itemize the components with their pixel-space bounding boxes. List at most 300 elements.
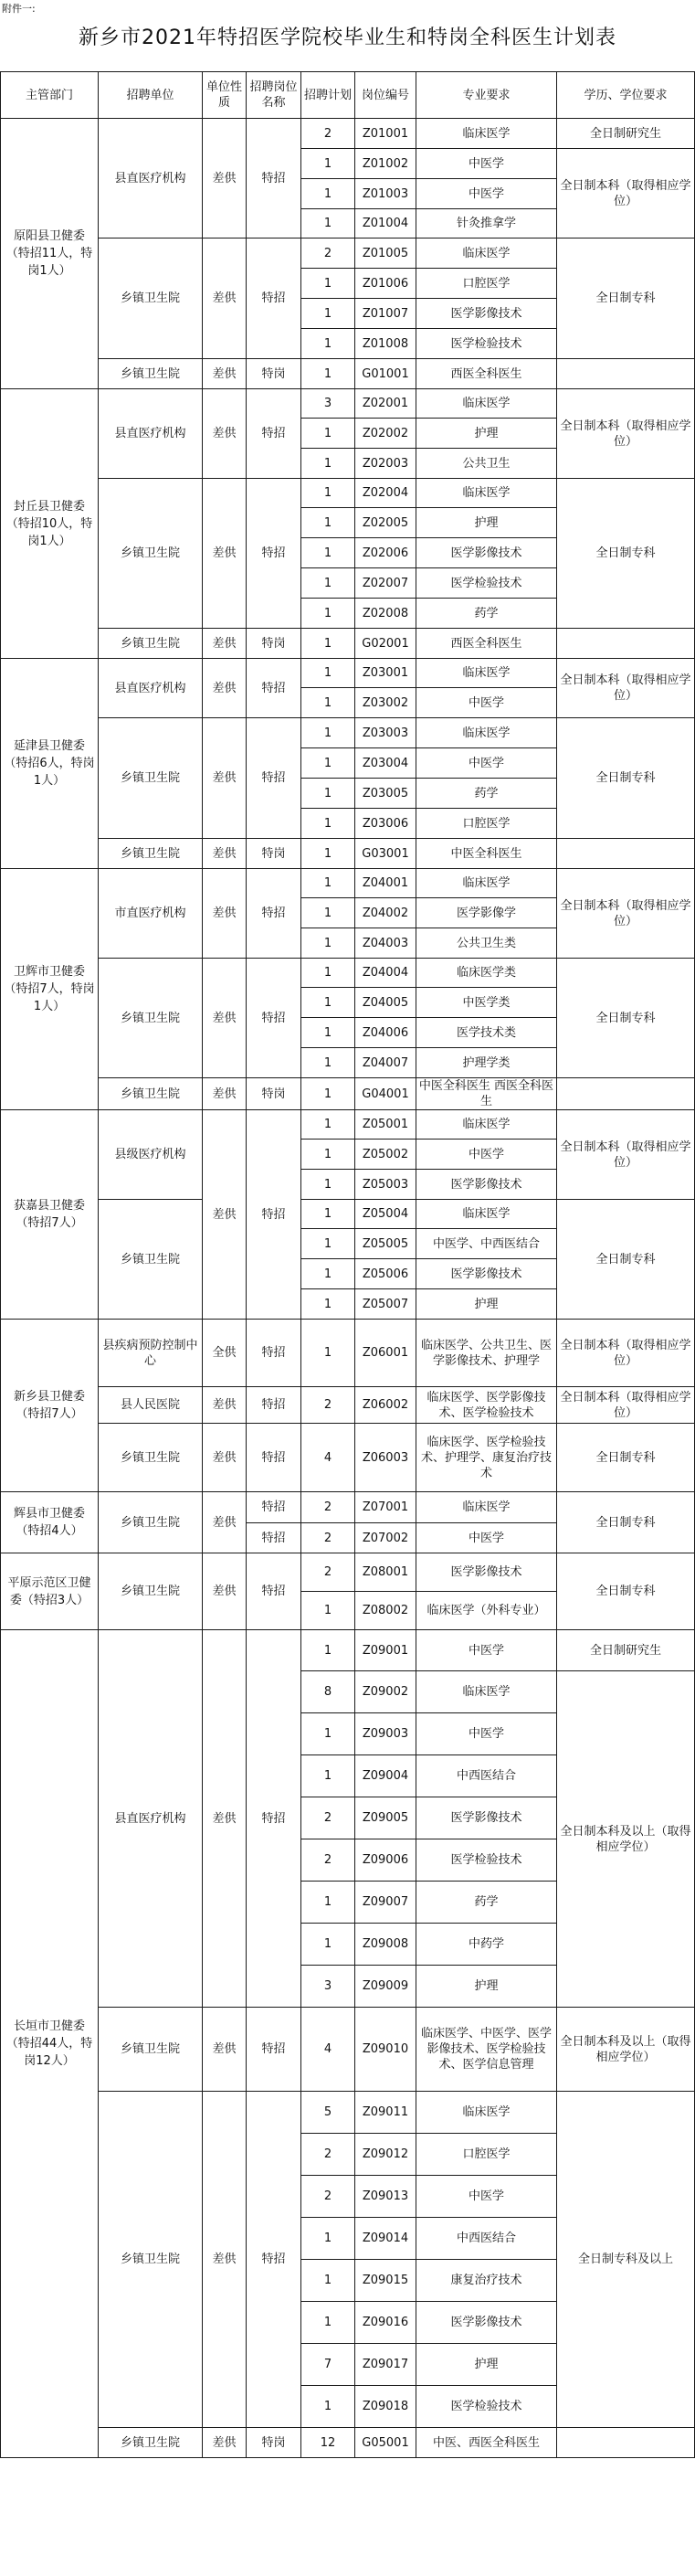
table-row <box>1 839 695 869</box>
table-cell: 全日制专科 <box>557 479 695 629</box>
table-cell: 药学 <box>416 779 557 809</box>
table-row <box>1 119 695 149</box>
table-cell: 2 <box>301 2134 355 2176</box>
table-cell: 临床医学 <box>416 1110 557 1140</box>
table-cell: 1 <box>301 449 355 479</box>
table-cell: 中医学 <box>416 1630 557 1671</box>
header-degree: 学历、学位要求 <box>557 72 695 119</box>
table-cell: 临床医学 <box>416 1200 557 1229</box>
table-cell: 1 <box>301 2386 355 2428</box>
table-cell: 县直医疗机构 <box>99 659 203 718</box>
table-cell: Z08002 <box>355 1592 416 1630</box>
table-row <box>1 479 695 508</box>
table-cell: Z04006 <box>355 1018 416 1048</box>
table-cell <box>557 359 695 389</box>
table-cell: 临床医学 <box>416 1671 557 1713</box>
table-cell: Z09003 <box>355 1713 416 1755</box>
table-cell: 1 <box>301 629 355 659</box>
table-cell: 全日制研究生 <box>557 119 695 149</box>
table-cell: 县疾病预防控制中心 <box>99 1320 203 1387</box>
table-cell: 1 <box>301 269 355 299</box>
table-cell: 特招 <box>247 1492 301 1523</box>
table-cell: 封丘县卫健委（特招10人，特岗1人） <box>1 389 99 659</box>
table-cell: 1 <box>301 359 355 389</box>
table-cell: 特招 <box>247 1387 301 1424</box>
table-cell: 1 <box>301 779 355 809</box>
table-cell: 中医学 <box>416 149 557 179</box>
table-cell: 全日制本科及以上（取得相应学位） <box>557 1671 695 2008</box>
table-cell: 医学影像技术 <box>416 299 557 329</box>
table-cell: 1 <box>301 1289 355 1320</box>
table-cell: Z05005 <box>355 1229 416 1259</box>
table-cell: 1 <box>301 568 355 599</box>
table-cell: 差供 <box>203 479 247 629</box>
table-cell: 8 <box>301 1671 355 1713</box>
table-cell: 特招 <box>247 1424 301 1492</box>
table-cell: 临床医学 <box>416 718 557 748</box>
table-cell: 乡镇卫生院 <box>99 1553 203 1630</box>
table-cell: 医学影像技术 <box>416 1553 557 1592</box>
table-cell: Z08001 <box>355 1553 416 1592</box>
table-cell: 全日制专科 <box>557 718 695 839</box>
table-cell: 特招 <box>247 479 301 629</box>
table-cell: 差供 <box>203 718 247 839</box>
table-cell: 1 <box>301 718 355 748</box>
table-cell: 医学检验技术 <box>416 329 557 359</box>
table-cell: 临床医学 <box>416 1492 557 1523</box>
table-cell: 1 <box>301 508 355 538</box>
table-cell: 1 <box>301 959 355 988</box>
table-cell: 1 <box>301 1713 355 1755</box>
table-cell: 1 <box>301 299 355 329</box>
table-cell: 1 <box>301 1320 355 1387</box>
table-cell: 药学 <box>416 1882 557 1924</box>
table-cell: 中医全科医生 西医全科医生 <box>416 1078 557 1110</box>
table-cell: 5 <box>301 2092 355 2134</box>
table-cell: Z05001 <box>355 1110 416 1140</box>
table-cell: 全日制专科 <box>557 1424 695 1492</box>
table-cell: 医学影像技术 <box>416 2302 557 2344</box>
table-cell: 中医、西医全科医生 <box>416 2428 557 2458</box>
table-cell: 中西医结合 <box>416 1755 557 1797</box>
table-cell: Z01001 <box>355 119 416 149</box>
table-cell: 口腔医学 <box>416 269 557 299</box>
table-cell: 差供 <box>203 119 247 239</box>
table-cell: 差供 <box>203 1424 247 1492</box>
table-cell: 3 <box>301 1966 355 2008</box>
table-cell: 全供 <box>203 1320 247 1387</box>
table-cell: 1 <box>301 1200 355 1229</box>
table-row <box>1 359 695 389</box>
table-cell: Z01005 <box>355 239 416 269</box>
table-cell: 特招 <box>247 659 301 718</box>
table-cell: 全日制本科（取得相应学位） <box>557 1320 695 1387</box>
table-cell: Z03004 <box>355 748 416 779</box>
table-cell: 中医学 <box>416 2176 557 2218</box>
table-cell: G05001 <box>355 2428 416 2458</box>
table-cell: 差供 <box>203 659 247 718</box>
table-row <box>1 718 695 748</box>
table-cell: 长垣市卫健委（特招44人，特岗12人） <box>1 1630 99 2458</box>
table-cell: 医学检验技术 <box>416 2386 557 2428</box>
table-cell: 中药学 <box>416 1924 557 1966</box>
table-cell: 特岗 <box>247 2428 301 2458</box>
table-cell: 1 <box>301 329 355 359</box>
table-cell: Z01008 <box>355 329 416 359</box>
table-cell: 2 <box>301 1523 355 1553</box>
table-cell: 差供 <box>203 389 247 479</box>
table-cell: 1 <box>301 599 355 629</box>
table-cell: 中医学 <box>416 1523 557 1553</box>
table-cell: 1 <box>301 1170 355 1200</box>
table-cell: 1 <box>301 419 355 449</box>
table-cell: 乡镇卫生院 <box>99 2008 203 2092</box>
table-cell: 护理 <box>416 2344 557 2386</box>
table-cell: Z09011 <box>355 2092 416 2134</box>
table-cell: Z02003 <box>355 449 416 479</box>
table-cell: 乡镇卫生院 <box>99 1424 203 1492</box>
table-cell: 差供 <box>203 1553 247 1630</box>
table-cell: 差供 <box>203 869 247 959</box>
table-cell: 差供 <box>203 2008 247 2092</box>
table-cell: 1 <box>301 1110 355 1140</box>
table-cell: 4 <box>301 2008 355 2092</box>
table-cell: Z04004 <box>355 959 416 988</box>
table-cell: 中医学 <box>416 688 557 718</box>
table-body <box>1 119 695 2458</box>
table-cell: 1 <box>301 2302 355 2344</box>
table-cell: 公共卫生类 <box>416 928 557 959</box>
table-cell: 7 <box>301 2344 355 2386</box>
table-cell: Z09015 <box>355 2260 416 2302</box>
table-cell: 特岗 <box>247 629 301 659</box>
table-cell: 全日制专科 <box>557 1492 695 1553</box>
table-cell: G03001 <box>355 839 416 869</box>
table-cell: 乡镇卫生院 <box>99 2092 203 2428</box>
table-row <box>1 629 695 659</box>
table-cell: 特招 <box>247 119 301 239</box>
table-cell: 乡镇卫生院 <box>99 479 203 629</box>
table-cell: Z03001 <box>355 659 416 688</box>
table-cell: 乡镇卫生院 <box>99 239 203 359</box>
table-cell: 特招 <box>247 1320 301 1387</box>
table-row <box>1 239 695 269</box>
table-cell: 县直医疗机构 <box>99 1630 203 2008</box>
table-cell: Z04002 <box>355 898 416 928</box>
table-cell: 中医学 <box>416 1140 557 1170</box>
table-cell: 差供 <box>203 1387 247 1424</box>
table-cell: 全日制专科 <box>557 1553 695 1630</box>
table-cell: 中医学、中西医结合 <box>416 1229 557 1259</box>
header-nature: 单位性质 <box>203 72 247 119</box>
header-major: 专业要求 <box>416 72 557 119</box>
table-cell: 1 <box>301 1924 355 1966</box>
table-cell: 医学影像技术 <box>416 1797 557 1839</box>
table-cell: 县人民医院 <box>99 1387 203 1424</box>
table-row <box>1 2428 695 2458</box>
table-cell: 乡镇卫生院 <box>99 1492 203 1553</box>
table-cell: 医学影像技术 <box>416 1170 557 1200</box>
table-cell: 乡镇卫生院 <box>99 359 203 389</box>
table-cell: 医学影像技术 <box>416 1259 557 1289</box>
table-cell: 全日制专科及以上 <box>557 2092 695 2428</box>
table-cell: 口腔医学 <box>416 809 557 839</box>
table-cell: 临床医学 <box>416 659 557 688</box>
table-cell: 卫辉市卫健委（特招7人，特岗1人） <box>1 869 99 1110</box>
table-cell: 全日制专科 <box>557 1200 695 1320</box>
table-cell: Z06002 <box>355 1387 416 1424</box>
table-cell: 4 <box>301 1424 355 1492</box>
table-cell: 1 <box>301 149 355 179</box>
table-row <box>1 1553 695 1592</box>
table-cell: Z09018 <box>355 2386 416 2428</box>
table-cell: 差供 <box>203 2428 247 2458</box>
attachment-note: 附件一: <box>2 3 36 15</box>
table-cell: 1 <box>301 839 355 869</box>
table-cell: Z09006 <box>355 1839 416 1882</box>
table-cell: 特招 <box>247 1553 301 1630</box>
table-cell: 特岗 <box>247 839 301 869</box>
table-cell: Z05004 <box>355 1200 416 1229</box>
table-cell: Z03003 <box>355 718 416 748</box>
table-cell: 医学影像学 <box>416 898 557 928</box>
table-cell: 市直医疗机构 <box>99 869 203 959</box>
table-cell: 医学检验技术 <box>416 1839 557 1882</box>
header-plan: 招聘计划 <box>301 72 355 119</box>
table-cell: Z09004 <box>355 1755 416 1797</box>
table-cell: 县级医疗机构 <box>99 1110 203 1200</box>
table-cell: 全日制本科（取得相应学位） <box>557 1110 695 1200</box>
table-cell: Z01002 <box>355 149 416 179</box>
table-cell: Z09016 <box>355 2302 416 2344</box>
table-row <box>1 1630 695 1671</box>
table-cell: Z04003 <box>355 928 416 959</box>
table-row <box>1 659 695 688</box>
table-cell: 临床医学 <box>416 2092 557 2134</box>
header-unit: 招聘单位 <box>99 72 203 119</box>
table-cell: Z01006 <box>355 269 416 299</box>
table-cell: 3 <box>301 389 355 419</box>
table-cell: 差供 <box>203 2092 247 2428</box>
table-cell: G01001 <box>355 359 416 389</box>
table-cell: 特招 <box>247 1523 301 1553</box>
table-cell: 1 <box>301 1229 355 1259</box>
table-row <box>1 1110 695 1140</box>
table-row <box>1 1387 695 1424</box>
table-cell: 1 <box>301 1882 355 1924</box>
table-cell: 差供 <box>203 959 247 1078</box>
table-cell: 1 <box>301 928 355 959</box>
table-cell: Z05003 <box>355 1170 416 1200</box>
table-cell: 特岗 <box>247 1078 301 1110</box>
table-cell: 乡镇卫生院 <box>99 839 203 869</box>
table-cell: 临床医学（外科专业） <box>416 1592 557 1630</box>
table-cell: 1 <box>301 1078 355 1110</box>
table-cell: 西医全科医生 <box>416 629 557 659</box>
table-cell: 特招 <box>247 718 301 839</box>
table-cell: Z04001 <box>355 869 416 898</box>
table-cell: 1 <box>301 659 355 688</box>
table-cell: 全日制本科（取得相应学位） <box>557 869 695 959</box>
table-cell: 全日制本科（取得相应学位） <box>557 659 695 718</box>
table-row <box>1 1320 695 1387</box>
table-cell: 2 <box>301 1492 355 1523</box>
table-row <box>1 2092 695 2134</box>
table-cell: 差供 <box>203 629 247 659</box>
table-cell: Z06003 <box>355 1424 416 1492</box>
table-cell: 获嘉县卫健委（特招7人） <box>1 1110 99 1320</box>
table-cell: Z03005 <box>355 779 416 809</box>
table-cell: 中医学类 <box>416 988 557 1018</box>
table-cell: 特招 <box>247 869 301 959</box>
table-cell: 特招 <box>247 389 301 479</box>
table-cell: Z05006 <box>355 1259 416 1289</box>
table-cell: Z07002 <box>355 1523 416 1553</box>
table-cell: 原阳县卫健委（特招11人，特岗1人） <box>1 119 99 389</box>
table-cell: 1 <box>301 1048 355 1078</box>
table-cell: 2 <box>301 1839 355 1882</box>
table-cell: G02001 <box>355 629 416 659</box>
table-cell: 护理 <box>416 508 557 538</box>
table-cell: Z01003 <box>355 179 416 209</box>
table-cell: Z09014 <box>355 2218 416 2260</box>
table-cell: 临床医学 <box>416 389 557 419</box>
table-cell: Z09009 <box>355 1966 416 2008</box>
table-cell: 县直医疗机构 <box>99 389 203 479</box>
table-cell: 1 <box>301 748 355 779</box>
table-cell: 1 <box>301 1018 355 1048</box>
table-cell: 全日制专科 <box>557 959 695 1078</box>
table-cell <box>557 2428 695 2458</box>
table-cell: 1 <box>301 479 355 508</box>
table-cell: Z09002 <box>355 1671 416 1713</box>
header-row <box>1 72 695 119</box>
table-cell: 2 <box>301 2176 355 2218</box>
table-cell: 医学检验技术 <box>416 568 557 599</box>
table-cell: 全日制本科及以上（取得相应学位） <box>557 2008 695 2092</box>
table-cell: 护理学类 <box>416 1048 557 1078</box>
table-cell: 特招 <box>247 1630 301 2008</box>
table-cell: 中医学 <box>416 179 557 209</box>
table-cell: 康复治疗技术 <box>416 2260 557 2302</box>
table-cell: Z03006 <box>355 809 416 839</box>
table-cell: 中医学 <box>416 748 557 779</box>
table-cell: 西医全科医生 <box>416 359 557 389</box>
table-cell: 差供 <box>203 839 247 869</box>
table-cell: Z04005 <box>355 988 416 1018</box>
table-cell: 医学影像技术 <box>416 538 557 568</box>
table-cell: 差供 <box>203 1630 247 2008</box>
table-cell: 乡镇卫生院 <box>99 959 203 1078</box>
table-cell: 1 <box>301 898 355 928</box>
table-cell: 护理 <box>416 419 557 449</box>
table-cell: 全日制本科（取得相应学位） <box>557 1387 695 1424</box>
table-cell: Z02006 <box>355 538 416 568</box>
table-cell: Z02005 <box>355 508 416 538</box>
table-cell: 2 <box>301 119 355 149</box>
table-cell: Z02002 <box>355 419 416 449</box>
table-cell: 乡镇卫生院 <box>99 2428 203 2458</box>
plan-table <box>0 71 695 2458</box>
table-cell: 1 <box>301 179 355 209</box>
table-cell: 中医学 <box>416 1713 557 1755</box>
table-cell: 中西医结合 <box>416 2218 557 2260</box>
table-cell: 差供 <box>203 1492 247 1553</box>
table-cell: 临床医学 <box>416 479 557 508</box>
table-row <box>1 389 695 419</box>
table-cell: 药学 <box>416 599 557 629</box>
table-cell: 特招 <box>247 2008 301 2092</box>
table-cell: 差供 <box>203 359 247 389</box>
table-cell: 差供 <box>203 1078 247 1110</box>
table-cell: 临床医学、中医学、医学影像技术、医学检验技术、医学信息管理 <box>416 2008 557 2092</box>
table-cell: 全日制本科（取得相应学位） <box>557 389 695 479</box>
table-cell: Z07001 <box>355 1492 416 1523</box>
table-cell: 2 <box>301 1553 355 1592</box>
table-cell: Z01007 <box>355 299 416 329</box>
table-cell: Z04007 <box>355 1048 416 1078</box>
table-cell: 1 <box>301 809 355 839</box>
table-cell: 临床医学、公共卫生、医学影像技术、护理学 <box>416 1320 557 1387</box>
table-cell: 差供 <box>203 1110 247 1320</box>
table-cell: 乡镇卫生院 <box>99 1200 203 1320</box>
table-cell: Z02004 <box>355 479 416 508</box>
table-cell: 特招 <box>247 959 301 1078</box>
table-cell: 1 <box>301 2218 355 2260</box>
table-cell: 全日制研究生 <box>557 1630 695 1671</box>
table-cell: Z09012 <box>355 2134 416 2176</box>
table-cell: Z06001 <box>355 1320 416 1387</box>
table-cell: 临床医学、医学影像技术、医学检验技术 <box>416 1387 557 1424</box>
table-cell: Z02001 <box>355 389 416 419</box>
table-cell <box>557 629 695 659</box>
table-cell: 临床医学、医学检验技术、护理学、康复治疗技术 <box>416 1424 557 1492</box>
header-dept: 主管部门 <box>1 72 99 119</box>
table-cell: Z09010 <box>355 2008 416 2092</box>
table-cell: Z05002 <box>355 1140 416 1170</box>
table-cell: Z05007 <box>355 1289 416 1320</box>
table-cell: 公共卫生 <box>416 449 557 479</box>
table-cell: 2 <box>301 239 355 269</box>
table-cell: 差供 <box>203 239 247 359</box>
table-cell: 医学技术类 <box>416 1018 557 1048</box>
table-cell: 全日制专科 <box>557 239 695 359</box>
table-cell: 1 <box>301 1592 355 1630</box>
table-cell: Z09017 <box>355 2344 416 2386</box>
table-cell: 延津县卫健委（特招6人，特岗1人） <box>1 659 99 869</box>
table-cell: 乡镇卫生院 <box>99 629 203 659</box>
table-cell: 护理 <box>416 1966 557 2008</box>
table-cell: 2 <box>301 1797 355 1839</box>
table-cell: 1 <box>301 209 355 239</box>
table-row <box>1 959 695 988</box>
table-cell: 临床医学类 <box>416 959 557 988</box>
table-cell: 乡镇卫生院 <box>99 718 203 839</box>
table-cell: Z09008 <box>355 1924 416 1966</box>
table-cell: 护理 <box>416 1289 557 1320</box>
table-cell: 1 <box>301 988 355 1018</box>
table-cell: 2 <box>301 1387 355 1424</box>
table-cell: 县直医疗机构 <box>99 119 203 239</box>
table-cell: 临床医学 <box>416 239 557 269</box>
header-post-code: 岗位编号 <box>355 72 416 119</box>
table-row <box>1 2008 695 2092</box>
table-cell: 平原示范区卫健委（特招3人） <box>1 1553 99 1630</box>
table-cell: Z03002 <box>355 688 416 718</box>
table-cell: Z09007 <box>355 1882 416 1924</box>
table-cell: 1 <box>301 1630 355 1671</box>
table-row <box>1 1078 695 1110</box>
